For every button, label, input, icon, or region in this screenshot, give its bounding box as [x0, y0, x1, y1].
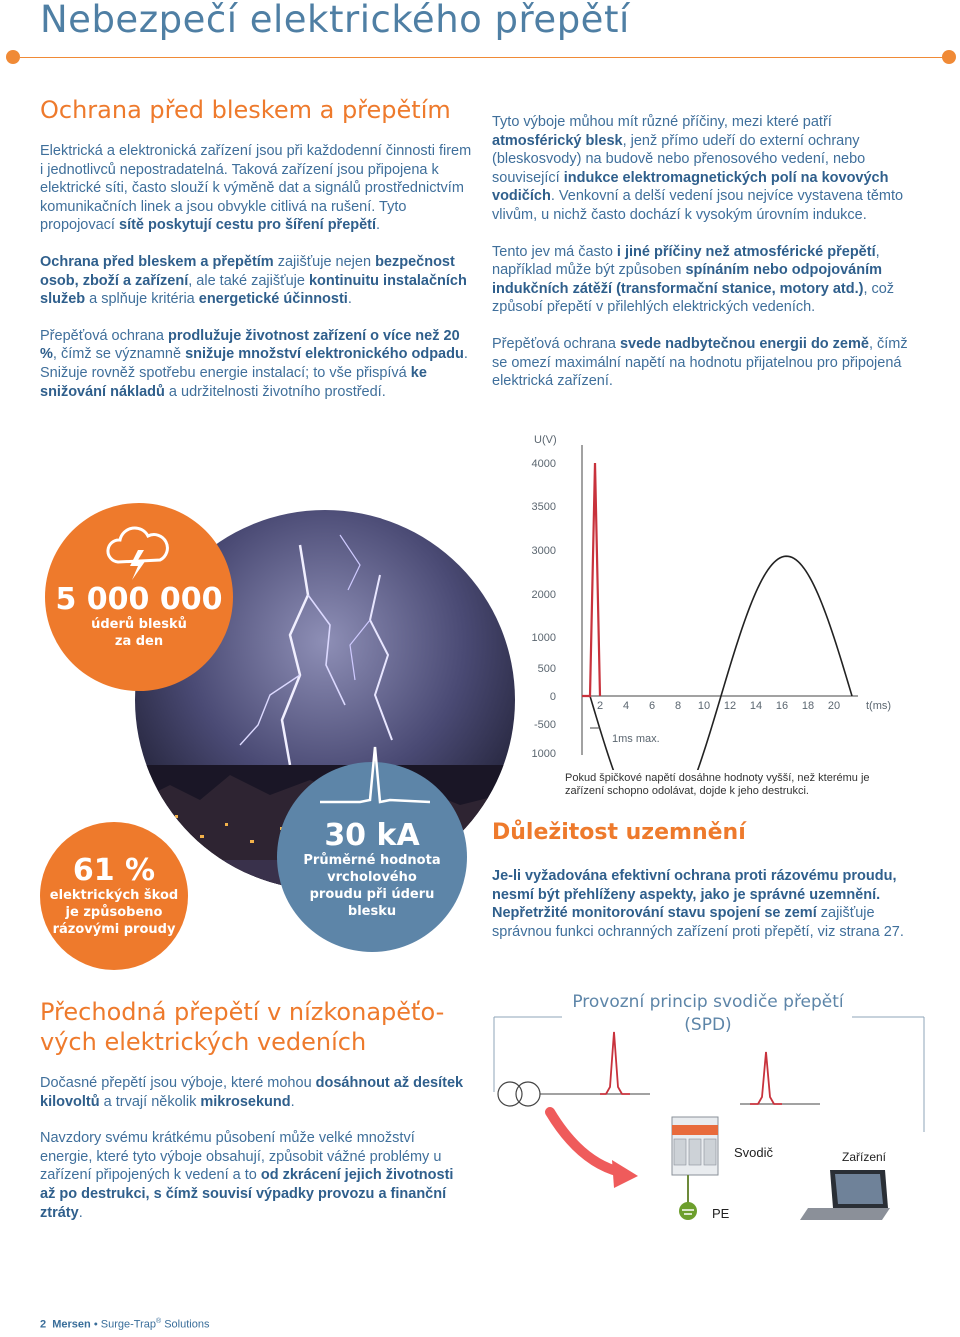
surge-voltage-chart	[490, 425, 940, 770]
paragraph: Elektrická a elektronická zařízení jsou při každodenní činnosti firem i jednotlivců nepostradatelná. Taková zařízení jsou připojena k elektrické síti, často slouží k výměně dat a signálů prostřednictvím komunikačních linek a jsou obvykle citlivá na rušení. Tyto propojovací sítě poskytují cestu pro šíření přepětí.	[40, 143, 472, 234]
x-tick-label: 8	[674, 700, 682, 712]
grounding-text	[492, 867, 924, 941]
section-heading-grounding: Důležitost uzemnění	[492, 820, 746, 845]
x-tick-label: 4	[622, 700, 630, 712]
rule-dot-left	[6, 50, 20, 64]
footer: 2 Mersen • Surge-Trap® Solutions	[40, 1318, 210, 1331]
spd-diagram	[490, 1012, 930, 1237]
paragraph: Je-li vyžadována efektivní ochrana proti rázovému proudu, nesmí být přehlíženy aspekty, jako je správné uzemnění. Nepřetržité monitorování stavu spojení se zemí zajišťuje správnou funkci ochranných zařízení proti přepětí, viz strana 27.	[492, 868, 904, 940]
y-tick-label: 1000	[531, 632, 556, 644]
section-heading-protection: Ochrana před bleskem a přepětím	[40, 96, 451, 124]
spd-label: Svodič	[734, 1145, 774, 1160]
reg-mark: ®	[155, 1318, 162, 1325]
rule-dot-right	[942, 50, 956, 64]
stat-strikes-circle	[45, 503, 233, 691]
pulse-icon	[320, 742, 430, 817]
stat-damage-circle	[40, 822, 188, 970]
product-suffix: Solutions	[161, 1318, 210, 1331]
stat-current-label: blesku	[347, 904, 397, 919]
stat-damage-label: elektrických škod	[49, 887, 179, 903]
chart-caption: Pokud špičkové napětí dosáhne hodnoty vyšší, než kterému je zařízení schopno odolávat, dojde k jeho destrukci.	[565, 772, 870, 797]
intro-column	[40, 142, 472, 401]
pe-label: PE	[712, 1206, 730, 1221]
y-tick-label: 2000	[531, 589, 556, 601]
x-tick-label: 6	[648, 700, 656, 712]
y-tick-label: 3500	[531, 501, 556, 513]
paragraph: Dočasné přepětí jsou výboje, které mohou dosáhnout až desítek kilovoltů a trvají několik mikrosekund.	[40, 1075, 464, 1110]
y-tick-label: 500	[537, 663, 556, 675]
page-title: Nebezpečí elektrického přepětí	[40, 0, 630, 41]
spd-title-line: (SPD)	[684, 1015, 732, 1035]
chart-xlabel: t(ms)	[866, 700, 892, 712]
cloud-lightning-icon	[104, 522, 174, 582]
stat-strikes-value: 5 000 000	[55, 582, 223, 617]
brand-name: Mersen	[52, 1318, 91, 1331]
title-rule	[20, 57, 948, 58]
chart-ylabel: U(V)	[534, 434, 557, 446]
stat-current-label: proudu při úderu	[309, 887, 435, 902]
paragraph: Navzdory svému krátkému působení může velké množství energie, které tyto výboje obsahují, způsobit vážné problémy u zařízení připojených k vedení a to od zkrácení jejich životnosti až po destrukci, s čímž souvisí výpadky provozu a finanční ztráty.	[40, 1130, 454, 1221]
paragraph: Tyto výboje můhou mít různé příčiny, mezi které patří atmosférický blesk, jenž přímo udeří do externí ochrany (bleskosvody) na budově nebo přenosového vedení, nebo související indukce elektromagnetických polí na kovových vodičích. Venkovní a delší vedení jsou nejvíce vystavena těmto vlivům, u nichž často dochází k vysokým úrovním indukce.	[492, 114, 904, 223]
laptop-icon	[800, 1170, 890, 1220]
stat-current-value: 30 kA	[324, 818, 420, 853]
x-tick-label: 12	[723, 700, 737, 712]
paragraph: Přepěťová ochrana svede nadbytečnou energii do země, čímž se omezí maximální napětí na hodnotu přijatelnou pro připojená elektrická zařízení.	[492, 335, 908, 390]
section-heading-transient	[40, 997, 470, 1057]
y-tick-label: 4000	[531, 458, 556, 470]
device-label: Zařízení	[842, 1150, 887, 1164]
spd-title-line: Provozní princip svodiče přepětí	[572, 992, 844, 1012]
stat-current-label: Průměrné hodnota	[303, 853, 441, 868]
y-tick-label: 1000	[531, 748, 556, 760]
ground-icon	[679, 1202, 697, 1220]
transient-text	[40, 1074, 470, 1222]
paragraph: Ochrana před bleskem a přepětím zajišťuje nejen bezpečnost osob, zboží a zařízení, ale také zajišťuje kontinuitu instalačních služeb a splňuje kritéria energetické účinnosti.	[40, 253, 467, 308]
paragraph: Tento jev má často i jiné příčiny než atmosférické přepětí, například může být způsoben spínáním nebo odpojováním indukčních zátěží (transformační stanice, motory atd.), což způsobí přepětí v přilehlých elektrických vedeních.	[492, 243, 895, 316]
page-number: 2	[40, 1318, 47, 1331]
x-tick-label: 18	[801, 700, 815, 712]
heading-line: Přechodná přepětí v nízkonapěťo-	[40, 998, 445, 1026]
annotation-label: 1ms max.	[612, 733, 660, 745]
stat-damage-label: je způsobeno	[65, 904, 163, 920]
y-tick-label: 0	[549, 691, 556, 703]
stat-damage-label: rázovými proudy	[52, 921, 176, 937]
x-tick-label: 16	[775, 700, 789, 712]
x-tick-label: 20	[827, 700, 841, 712]
spd-device	[672, 1117, 718, 1175]
x-tick-label: 10	[697, 700, 711, 712]
y-tick-label: -500	[533, 719, 556, 731]
product-name: Surge-Trap	[100, 1318, 156, 1331]
heading-line: vých elektrických vedeních	[40, 1028, 367, 1056]
stat-strikes-label: úderů blesků	[91, 617, 187, 632]
stat-strikes-label: za den	[114, 634, 164, 649]
stat-damage-value: 61 %	[72, 852, 156, 888]
causes-column	[492, 113, 924, 391]
surge-spike-line	[582, 463, 600, 696]
x-tick-label: 2	[596, 700, 604, 712]
paragraph: Přepěťová ochrana prodlužuje životnost zařízení o více než 20 %, čímž se významně snižuje množství elektronického odpadu. Snižuje rovněž spotřebu energie instalací; to vše přispívá ke snižování nákladů a udržitelnosti životního prostředí.	[40, 327, 468, 400]
x-tick-label: 14	[749, 700, 763, 712]
y-tick-label: 3000	[531, 545, 556, 557]
stat-current-label: vrcholového	[327, 870, 417, 885]
